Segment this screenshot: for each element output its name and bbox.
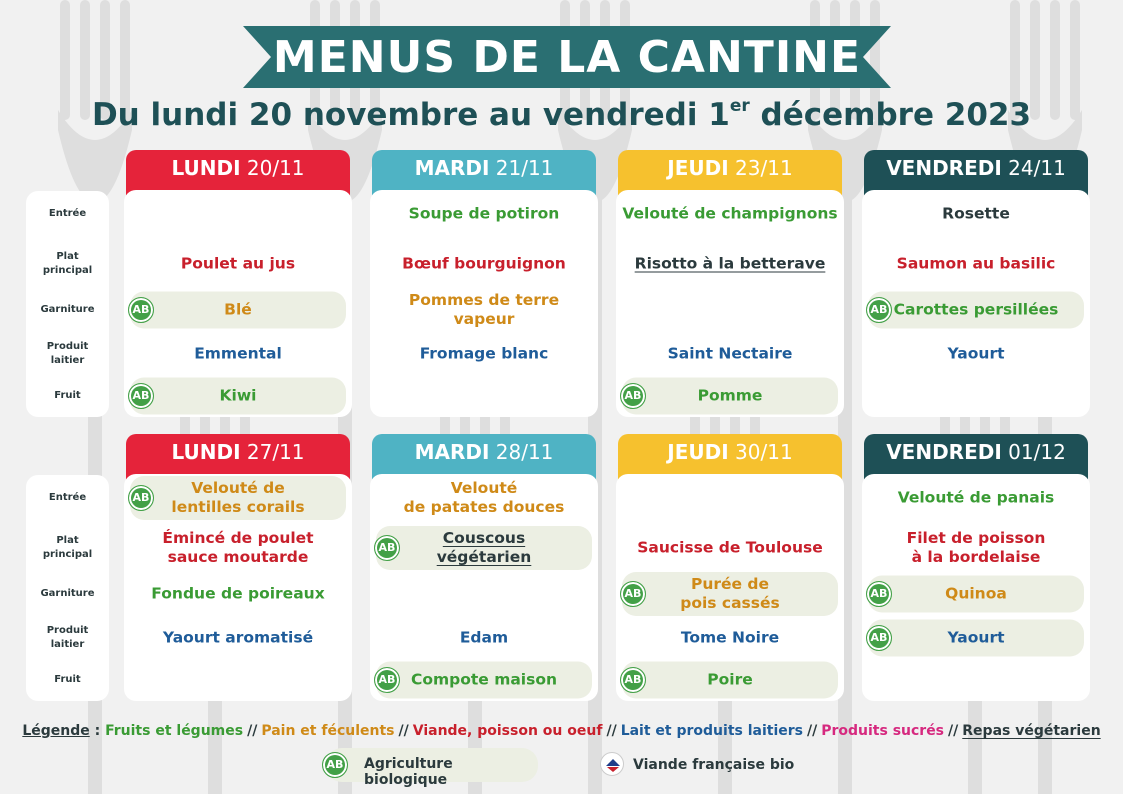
menu-item xyxy=(130,529,346,567)
day-header xyxy=(370,440,598,464)
day-header xyxy=(616,156,844,180)
menu-item-text: Saucisse de Toulouse xyxy=(637,538,823,557)
menu-item xyxy=(376,479,592,517)
legend-separator: // xyxy=(806,723,818,739)
day-date: 20/11 xyxy=(246,156,305,180)
menu-item xyxy=(130,292,346,329)
day-name: MARDI xyxy=(414,156,490,180)
menu-item-text: Rosette xyxy=(942,204,1010,223)
day-header xyxy=(370,156,598,180)
menu-item xyxy=(868,292,1084,329)
ab-bio-icon: AB xyxy=(620,581,646,607)
menu-item-text: Yaourt xyxy=(947,344,1005,363)
row-label: Produit laitier xyxy=(46,341,89,366)
bio-legend xyxy=(326,748,538,788)
row-labels-card xyxy=(26,475,109,701)
ab-bio-icon: AB xyxy=(374,667,400,693)
menu-item xyxy=(130,476,346,520)
menu-item xyxy=(622,378,838,415)
menu-item-text: Poulet au jus xyxy=(180,254,296,273)
legend-separator: // xyxy=(398,723,409,739)
menu-item-text: Emmental xyxy=(194,344,282,363)
menu-item-text: Purée de pois cassés xyxy=(680,575,780,612)
menu-item-text: Velouté de panais xyxy=(897,488,1055,507)
legend-entry: Repas végétarien xyxy=(962,723,1101,739)
ab-bio-icon: AB xyxy=(374,535,400,561)
row-label: Entrée xyxy=(48,492,87,503)
day-date: 28/11 xyxy=(495,440,554,464)
page-title: MENUS DE LA CANTINE xyxy=(272,31,862,83)
day-date: 21/11 xyxy=(495,156,554,180)
menu-item xyxy=(868,489,1084,508)
menu-item xyxy=(622,255,838,274)
menu-item-text: Edam xyxy=(459,628,509,647)
menu-item-text: Blé xyxy=(224,300,252,319)
legend-title: Légende xyxy=(22,723,90,739)
menu-item-text: Velouté de patates douces xyxy=(403,479,565,516)
day-name: JEUDI xyxy=(667,156,729,180)
row-label: Produit laitier xyxy=(46,625,89,650)
legend-separator: // xyxy=(948,723,959,739)
menu-item-text: Pommes de terre vapeur xyxy=(408,291,560,328)
legend: Légende : Fruits et légumes // Pain et féculents // Viande, poisson ou oeuf // Lait et produits laitiers // Produits sucrés // Repas végétarien xyxy=(22,723,1101,739)
menu-item xyxy=(622,345,838,364)
menu-item-text: Carottes persillées xyxy=(893,300,1059,319)
menu-item xyxy=(376,205,592,224)
menu-item xyxy=(868,620,1084,657)
day-header xyxy=(124,156,352,180)
ab-bio-icon: AB xyxy=(620,383,646,409)
ab-bio-icon: AB xyxy=(620,667,646,693)
row-label: Plat principal xyxy=(42,535,93,560)
menu-item xyxy=(376,345,592,364)
menu-item xyxy=(376,255,592,274)
row-label: Fruit xyxy=(54,674,81,685)
viande-francaise-icon xyxy=(600,752,624,776)
menu-item-text: Émincé de poulet sauce moutarde xyxy=(162,529,314,566)
menu-item-text: Kiwi xyxy=(219,386,257,405)
menu-item-text: Compote maison xyxy=(410,670,558,689)
day-name: JEUDI xyxy=(667,440,729,464)
menu-item xyxy=(376,526,592,570)
menu-item xyxy=(130,585,346,604)
menu-item xyxy=(868,576,1084,613)
day-date: 24/11 xyxy=(1008,156,1066,180)
day-header xyxy=(862,440,1090,464)
menu-item-text: Quinoa xyxy=(945,584,1007,603)
menu-item-text: Poire xyxy=(707,670,753,689)
menu-item xyxy=(130,629,346,648)
menu-item-text: Velouté de champignons xyxy=(622,204,838,223)
day-date: 01/12 xyxy=(1008,440,1066,464)
menu-item-text: Risotto à la betterave xyxy=(634,254,826,273)
viande-legend-label: Viande française bio xyxy=(633,757,795,773)
menu-item-text: Yaourt xyxy=(947,628,1005,647)
menu-item-text: Pomme xyxy=(697,386,763,405)
row-label: Garniture xyxy=(40,588,95,599)
row-label: Fruit xyxy=(54,390,81,401)
menu-item xyxy=(868,255,1084,274)
ab-bio-icon: AB xyxy=(866,581,892,607)
menu-item xyxy=(622,205,838,224)
menu-item-text: Saumon au basilic xyxy=(896,254,1056,273)
day-name: MARDI xyxy=(414,440,490,464)
title-banner xyxy=(243,26,891,88)
ab-bio-icon: AB xyxy=(866,625,892,651)
ab-bio-icon: AB xyxy=(128,297,154,323)
legend-entry: Viande, poisson ou oeuf xyxy=(412,723,603,739)
day-date: 30/11 xyxy=(735,440,793,464)
menu-item xyxy=(376,291,592,329)
menu-item xyxy=(130,345,346,364)
menu-item xyxy=(622,629,838,648)
legend-entry: Produits sucrés xyxy=(821,723,945,739)
day-date: 23/11 xyxy=(735,156,793,180)
page-subtitle: Du lundi 20 novembre au vendredi 1er décembre 2023 xyxy=(91,96,1032,133)
menu-item-text: Velouté de lentilles corails xyxy=(171,479,305,516)
legend-separator: // xyxy=(247,723,258,739)
day-name: LUNDI xyxy=(171,440,241,464)
day-header xyxy=(124,440,352,464)
day-date: 27/11 xyxy=(246,440,305,464)
menu-item-text: Bœuf bourguignon xyxy=(402,254,566,273)
legend-entry: Fruits et légumes xyxy=(105,723,244,739)
day-name: VENDREDI xyxy=(886,440,1002,464)
row-label: Entrée xyxy=(48,208,87,219)
menu-item-text: Fromage blanc xyxy=(419,344,549,363)
menu-item xyxy=(622,662,838,699)
menu-item xyxy=(622,539,838,558)
menu-item xyxy=(868,345,1084,364)
menu-item xyxy=(376,629,592,648)
menu-item-text: Filet de poisson à la bordelaise xyxy=(906,529,1046,566)
bio-legend-label: Agriculture biologique xyxy=(364,756,453,788)
row-label: Garniture xyxy=(40,304,95,315)
ab-bio-icon: AB xyxy=(322,752,348,778)
menu-item xyxy=(130,255,346,274)
menu-item-text: Saint Nectaire xyxy=(667,344,793,363)
day-header xyxy=(862,156,1090,180)
menu-item-text: Soupe de potiron xyxy=(408,204,560,223)
menu-item xyxy=(868,529,1084,567)
ab-bio-icon: AB xyxy=(128,383,154,409)
menu-item-text: Yaourt aromatisé xyxy=(162,628,314,647)
legend-entry: Lait et produits laitiers xyxy=(620,723,803,739)
menu-item xyxy=(376,662,592,699)
day-header xyxy=(616,440,844,464)
day-name: LUNDI xyxy=(171,156,241,180)
day-name: VENDREDI xyxy=(886,156,1002,180)
menu-item-text: Tome Noire xyxy=(680,628,780,647)
row-label: Plat principal xyxy=(42,251,93,276)
row-labels-card xyxy=(26,191,109,417)
menu-item-text: Fondue de poireaux xyxy=(151,584,325,603)
viande-legend xyxy=(600,752,800,780)
ab-bio-icon: AB xyxy=(128,485,154,511)
legend-separator: // xyxy=(606,723,617,739)
ab-bio-icon: AB xyxy=(866,297,892,323)
menu-item xyxy=(130,378,346,415)
menu-item xyxy=(622,572,838,616)
menu-item-text: Couscous végétarien xyxy=(436,529,532,566)
menu-item xyxy=(868,205,1084,224)
legend-entry: Pain et féculents xyxy=(261,723,395,739)
